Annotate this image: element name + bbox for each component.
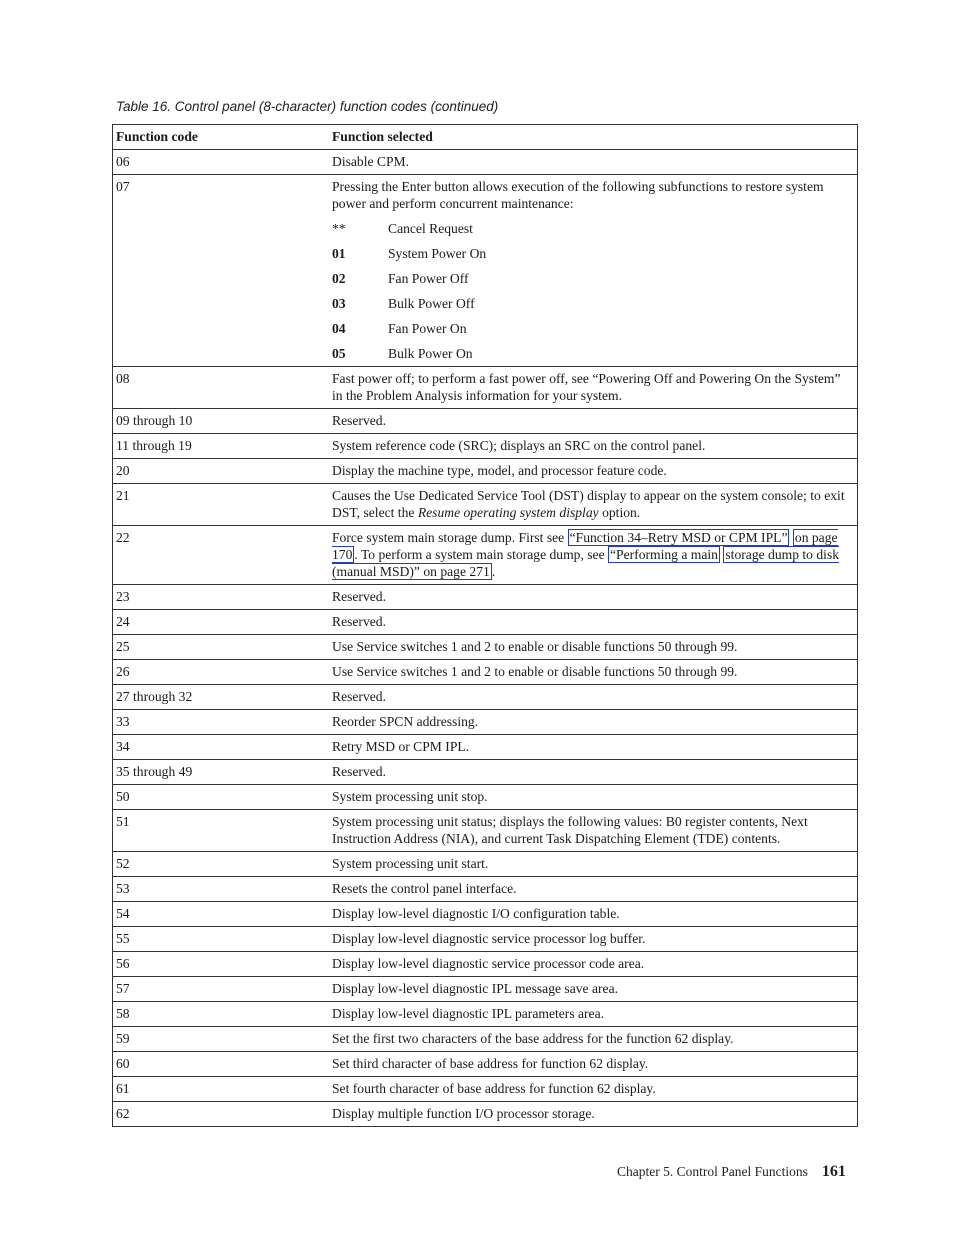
subfunction-label: Cancel Request <box>388 221 473 236</box>
function-code: 52 <box>113 852 328 877</box>
table-row <box>113 685 858 710</box>
function-description: Reorder SPCN addressing. <box>327 710 858 735</box>
table-row <box>113 585 858 610</box>
subfunction-item <box>332 345 854 362</box>
function-description: Display low-level diagnostic IPL message save area. <box>327 977 858 1002</box>
function-code: 62 <box>113 1102 328 1127</box>
function-description: System processing unit start. <box>327 852 858 877</box>
table-row <box>113 852 858 877</box>
page-footer <box>617 1163 846 1181</box>
function-description <box>327 175 858 367</box>
function-description: Fast power off; to perform a fast power off, see “Powering Off and Powering On the System” in the Problem Analysis information for your system. <box>327 367 858 409</box>
function-code: 20 <box>113 459 328 484</box>
subfunction-intro: Pressing the Enter button allows execution of the following subfunctions to restore system power and perform concurrent maintenance: <box>332 179 824 211</box>
table-row <box>113 409 858 434</box>
description-text: Force system main storage dump. First see <box>332 530 568 545</box>
subfunction-label: System Power On <box>388 246 487 261</box>
link-performing-main-storage-dump-page[interactable]: storage dump to disk (manual MSD)” on page 271 <box>332 547 840 579</box>
table-row <box>113 367 858 409</box>
page-number: 161 <box>821 1163 846 1180</box>
function-description: Retry MSD or CPM IPL. <box>327 735 858 760</box>
function-description: Display low-level diagnostic I/O configuration table. <box>327 902 858 927</box>
function-code: 59 <box>113 1027 328 1052</box>
function-code: 57 <box>113 977 328 1002</box>
function-description: Use Service switches 1 and 2 to enable or disable functions 50 through 99. <box>327 635 858 660</box>
function-code: 21 <box>113 484 328 526</box>
table-row <box>113 150 858 175</box>
subfunction-key: 04 <box>332 321 346 336</box>
function-description: Set third character of base address for function 62 display. <box>327 1052 858 1077</box>
function-code: 11 through 19 <box>113 434 328 459</box>
function-description: Set fourth character of base address for function 62 display. <box>327 1077 858 1102</box>
function-description: Display low-level diagnostic service processor log buffer. <box>327 927 858 952</box>
description-text: Causes the Use Dedicated Service Tool (DST) display to appear on the system console; to exit DST, select the <box>332 488 845 520</box>
function-code: 50 <box>113 785 328 810</box>
table-row <box>113 760 858 785</box>
subfunction-key: 03 <box>332 296 346 311</box>
subfunction-key: 02 <box>332 271 346 286</box>
subfunction-key: 01 <box>332 246 346 261</box>
table-row <box>113 1102 858 1127</box>
table-row <box>113 810 858 852</box>
table-row <box>113 877 858 902</box>
subfunction-item <box>332 320 854 337</box>
table-row <box>113 526 858 585</box>
subfunction-key: ** <box>332 221 346 236</box>
chapter-title: Chapter 5. Control Panel Functions <box>617 1164 808 1179</box>
function-code: 27 through 32 <box>113 685 328 710</box>
function-code: 51 <box>113 810 328 852</box>
function-description <box>327 526 858 585</box>
subfunction-item <box>332 270 854 287</box>
subfunction-key: 05 <box>332 346 346 361</box>
table-row <box>113 635 858 660</box>
function-description: Reserved. <box>327 610 858 635</box>
function-code: 58 <box>113 1002 328 1027</box>
description-text: option. <box>598 505 641 520</box>
function-description: Display low-level diagnostic service processor code area. <box>327 952 858 977</box>
subfunction-label: Bulk Power On <box>388 346 473 361</box>
function-description <box>327 484 858 526</box>
table-row <box>113 434 858 459</box>
subfunction-label: Fan Power Off <box>388 271 469 286</box>
function-description: System reference code (SRC); displays an SRC on the control panel. <box>327 434 858 459</box>
function-code: 60 <box>113 1052 328 1077</box>
function-description: Reserved. <box>327 585 858 610</box>
header-function-selected: Function selected <box>327 125 858 150</box>
subfunction-label: Fan Power On <box>388 321 467 336</box>
function-description: Display low-level diagnostic IPL parameters area. <box>327 1002 858 1027</box>
function-code: 07 <box>113 175 328 367</box>
description-text: . To perform a system main storage dump, see <box>354 547 609 562</box>
table-row <box>113 977 858 1002</box>
function-code: 25 <box>113 635 328 660</box>
table-row <box>113 710 858 735</box>
link-function-34-page[interactable]: on page 170 <box>332 530 838 562</box>
function-description: System processing unit status; displays the following values: B0 register contents, Next Instruction Address (NIA), and current Task Dispatching Element (TDE) contents. <box>327 810 858 852</box>
function-code: 33 <box>113 710 328 735</box>
function-code: 35 through 49 <box>113 760 328 785</box>
table-row <box>113 1002 858 1027</box>
function-code: 54 <box>113 902 328 927</box>
function-code: 23 <box>113 585 328 610</box>
function-description: Display the machine type, model, and processor feature code. <box>327 459 858 484</box>
function-code: 09 through 10 <box>113 409 328 434</box>
function-codes-table <box>112 124 858 1127</box>
description-emphasis: Resume operating system display <box>417 505 599 520</box>
function-code: 55 <box>113 927 328 952</box>
function-description: Use Service switches 1 and 2 to enable or disable functions 50 through 99. <box>327 660 858 685</box>
table-row <box>113 660 858 685</box>
function-code: 34 <box>113 735 328 760</box>
function-description: Reserved. <box>327 760 858 785</box>
function-description: System processing unit stop. <box>327 785 858 810</box>
function-description: Set the first two characters of the base address for the function 62 display. <box>327 1027 858 1052</box>
table-row <box>113 484 858 526</box>
function-code: 06 <box>113 150 328 175</box>
function-code: 24 <box>113 610 328 635</box>
link-function-34[interactable]: “Function 34–Retry MSD or CPM IPL” <box>569 530 788 545</box>
table-row <box>113 1077 858 1102</box>
table-row <box>113 175 858 367</box>
function-description: Reserved. <box>327 409 858 434</box>
table-row <box>113 1027 858 1052</box>
subfunction-item <box>332 220 854 237</box>
link-performing-main-storage-dump[interactable]: “Performing a main <box>610 547 718 562</box>
function-description: Disable CPM. <box>327 150 858 175</box>
function-code: 08 <box>113 367 328 409</box>
table-row <box>113 735 858 760</box>
function-description: Reserved. <box>327 685 858 710</box>
table-row <box>113 459 858 484</box>
subfunction-item <box>332 295 854 312</box>
table-row <box>113 952 858 977</box>
table-header-row <box>113 125 858 150</box>
description-text: . <box>491 564 496 579</box>
function-code: 26 <box>113 660 328 685</box>
function-code: 22 <box>113 526 328 585</box>
table-row <box>113 1052 858 1077</box>
header-function-code: Function code <box>113 125 328 150</box>
function-code: 53 <box>113 877 328 902</box>
table-row <box>113 927 858 952</box>
function-code: 56 <box>113 952 328 977</box>
table-row <box>113 610 858 635</box>
function-description: Display multiple function I/O processor storage. <box>327 1102 858 1127</box>
table-caption: Table 16. Control panel (8-character) function codes (continued) <box>116 99 499 114</box>
table-row <box>113 785 858 810</box>
subfunction-label: Bulk Power Off <box>388 296 475 311</box>
function-description: Resets the control panel interface. <box>327 877 858 902</box>
function-code: 61 <box>113 1077 328 1102</box>
table-row <box>113 902 858 927</box>
subfunction-item <box>332 245 854 262</box>
